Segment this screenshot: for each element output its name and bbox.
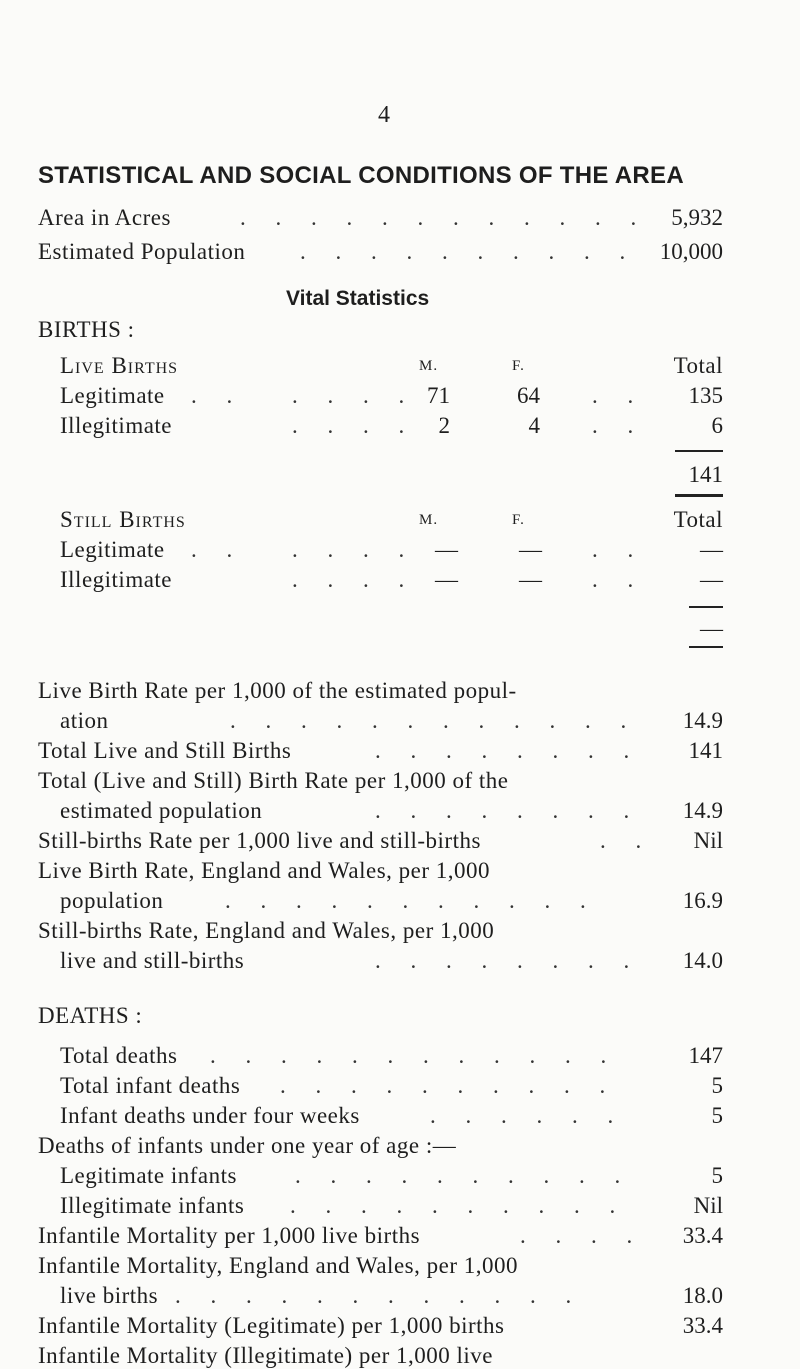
leader-dots: . . . . . . . . . . (280, 1073, 618, 1098)
population-value: 10,000 (659, 239, 723, 264)
still-illegit-m: — (435, 567, 458, 592)
rate-value: 14.9 (682, 798, 723, 823)
leader-dots: . . . . . . . . . . (300, 239, 638, 264)
births-label: BIRTHS : (38, 317, 135, 342)
leader-dots: . . . . . . . . . . (290, 1193, 628, 1218)
rate-line: Still-births Rate, England and Wales, per 1,000 (38, 918, 495, 943)
death-value: 5 (711, 1103, 723, 1128)
live-illegit-m: 2 (438, 413, 450, 438)
leader-dots: . . (600, 828, 654, 853)
rate-line: Live Birth Rate per 1,000 of the estimated popul- (38, 678, 517, 703)
rate-line: estimated population (60, 798, 263, 823)
leader-dots: . . . . . . . . . . . . (210, 1043, 619, 1068)
live-legit-label: Legitimate (60, 383, 165, 408)
page-title: STATISTICAL AND SOCIAL CONDITIONS OF THE AREA (38, 162, 684, 189)
rate-line: live and still-births (60, 948, 245, 973)
rate-line: Live Birth Rate, England and Wales, per 1,000 (38, 858, 491, 883)
leader-dots: . . (191, 537, 245, 562)
death-value: 5 (711, 1073, 723, 1098)
leader-dots: . . . . . . . . . . (295, 1163, 633, 1188)
leader-dots: . . . . . . (430, 1103, 626, 1128)
leader-dots: . . . . (520, 1223, 645, 1248)
leader-dots: . . . . . . . . . . . . (240, 205, 649, 230)
still-legit-m: — (435, 537, 458, 562)
col-f: F. (512, 358, 525, 374)
leader-dots: . . . . (292, 383, 417, 408)
leader-dots: . . . . (292, 567, 417, 592)
leader-dots: . . (191, 383, 245, 408)
leader-dots: . . . . . . . . . . . (225, 888, 598, 913)
death-line: Illegitimate infants (60, 1193, 245, 1218)
rate-value: 16.9 (682, 888, 723, 913)
live-illegit-label: Illegitimate (60, 413, 173, 438)
death-value: 18.0 (682, 1283, 723, 1308)
death-value: 33.4 (682, 1313, 723, 1338)
col-total: Total (673, 507, 723, 532)
leader-dots: . . (592, 567, 646, 592)
vital-statistics-title: Vital Statistics (286, 287, 430, 310)
rate-line: ation (60, 708, 109, 733)
rate-line: Total (Live and Still) Birth Rate per 1,000 of the (38, 768, 509, 793)
rate-line: Total Live and Still Births (38, 738, 292, 763)
death-line: Total deaths (60, 1043, 178, 1068)
leader-dots: . . . . (292, 537, 417, 562)
leader-dots: . . (592, 537, 646, 562)
leader-dots: . . (592, 413, 646, 438)
live-births-sum: 141 (688, 462, 723, 487)
col-f: F. (512, 512, 525, 528)
live-legit-f: 64 (517, 383, 540, 408)
sum-rule (675, 450, 723, 452)
area-label: Area in Acres (38, 205, 171, 230)
death-line: Infantile Mortality, England and Wales, per 1,000 (38, 1253, 518, 1278)
death-value: 5 (711, 1163, 723, 1188)
population-label: Estimated Population (38, 239, 246, 264)
still-illegit-f: — (519, 567, 542, 592)
leader-dots: . . . . . . . . (375, 738, 642, 763)
death-line: Infantile Mortality per 1,000 live births (38, 1223, 421, 1248)
still-births-sum: — (700, 616, 723, 641)
still-illegit-label: Illegitimate (60, 567, 173, 592)
death-line: Infant deaths under four weeks (60, 1103, 360, 1128)
still-legit-f: — (519, 537, 542, 562)
death-line: Infantile Mortality (Legitimate) per 1,000 births (38, 1313, 505, 1338)
area-value: 5,932 (671, 205, 723, 230)
sum-rule (689, 606, 723, 608)
leader-dots: . . (592, 383, 646, 408)
sum-rule (689, 646, 723, 648)
rate-value: 14.9 (682, 708, 723, 733)
live-legit-m: 71 (427, 383, 450, 408)
leader-dots: . . . . . . . . (375, 948, 642, 973)
death-value: Nil (693, 1193, 723, 1218)
death-line: Total infant deaths (60, 1073, 241, 1098)
sum-rule (675, 494, 723, 497)
live-illegit-f: 4 (528, 413, 540, 438)
still-births-title: Still Births (60, 507, 186, 532)
still-illegit-total: — (700, 567, 723, 592)
rate-value: 14.0 (682, 948, 723, 973)
still-legit-label: Legitimate (60, 537, 165, 562)
rate-value: Nil (693, 828, 723, 853)
death-value: 33.4 (682, 1223, 723, 1248)
still-legit-total: — (700, 537, 723, 562)
deaths-label: DEATHS : (38, 1003, 143, 1028)
death-line: live births (60, 1283, 159, 1308)
live-legit-total: 135 (688, 383, 723, 408)
col-m: M. (419, 358, 439, 374)
col-m: M. (419, 512, 439, 528)
rate-value: 141 (688, 738, 723, 763)
death-line: Legitimate infants (60, 1163, 237, 1188)
leader-dots: . . . . . . . . (375, 798, 642, 823)
live-illegit-total: 6 (711, 413, 723, 438)
rate-line: Still-births Rate per 1,000 live and still-births (38, 828, 481, 853)
rate-line: population (60, 888, 164, 913)
death-line: Infantile Mortality (Illegitimate) per 1,000 live (38, 1343, 493, 1368)
live-births-title: Live Births (60, 353, 179, 378)
death-line: Deaths of infants under one year of age :— (38, 1133, 457, 1158)
leader-dots: . . . . (292, 413, 417, 438)
leader-dots: . . . . . . . . . . . . (175, 1283, 584, 1308)
col-total: Total (673, 353, 723, 378)
death-value: 147 (688, 1043, 723, 1068)
page-number: 4 (378, 102, 390, 128)
leader-dots: . . . . . . . . . . . . (230, 708, 639, 733)
